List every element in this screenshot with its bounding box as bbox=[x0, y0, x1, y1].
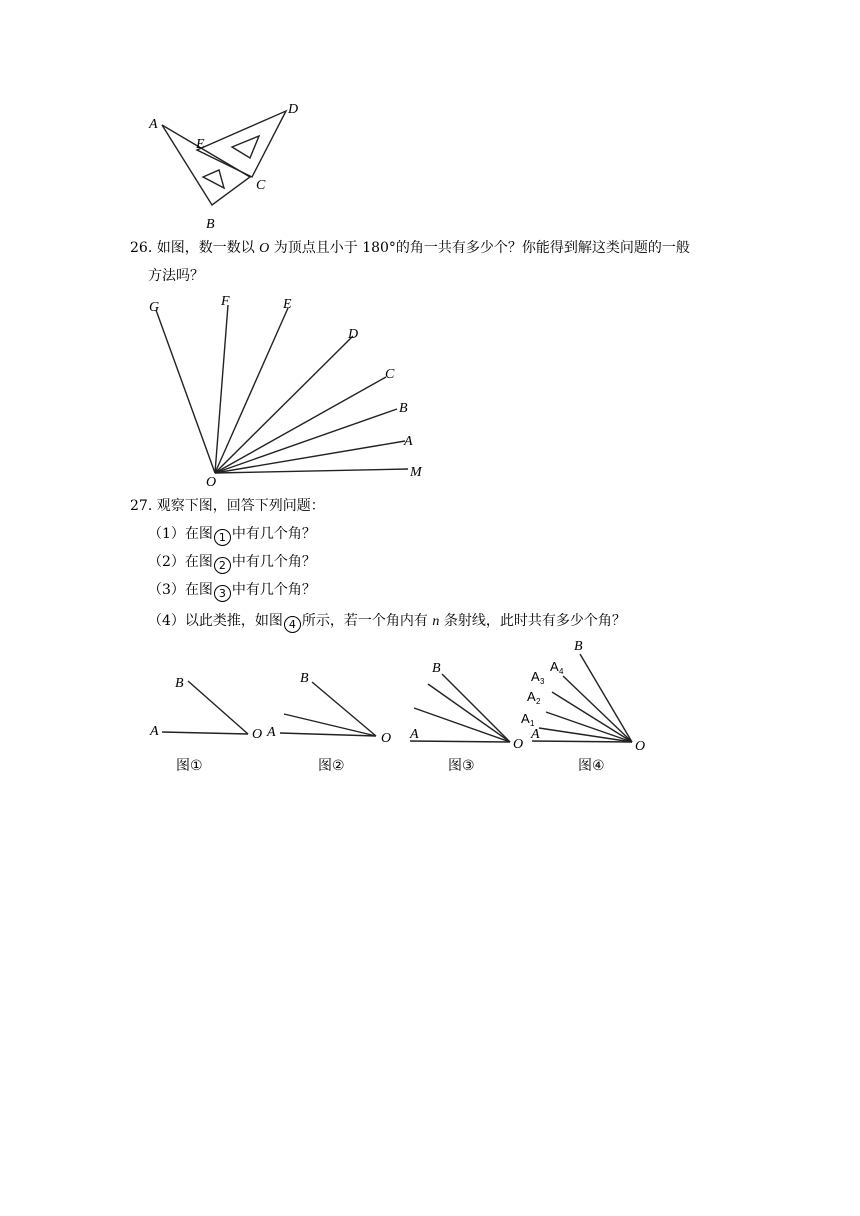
q26-text-a: 如图，数一数以 bbox=[156, 240, 255, 256]
diagram-1 bbox=[149, 676, 262, 774]
ray-og bbox=[156, 310, 215, 473]
label-b: B bbox=[175, 676, 184, 691]
diagram-4 bbox=[521, 639, 645, 774]
label-c: C bbox=[256, 178, 266, 193]
q27-item-1: （1）在图 1 中有几个角？ bbox=[148, 526, 316, 544]
label-a: A bbox=[149, 117, 158, 132]
q26-line2: 方法吗？ bbox=[148, 268, 204, 284]
label-o: O bbox=[513, 737, 524, 752]
label-o: O bbox=[381, 731, 392, 746]
label-b: B bbox=[574, 639, 583, 654]
subscript-3: 3 bbox=[540, 677, 545, 686]
label-b: B bbox=[300, 671, 309, 686]
subscript-4: 4 bbox=[559, 667, 564, 676]
caption-fig4: 图④ bbox=[578, 758, 605, 774]
q26-var-o: O bbox=[259, 241, 270, 256]
subscript-2: 2 bbox=[536, 697, 541, 706]
label-a: A bbox=[150, 724, 159, 739]
triangle-abc-inner bbox=[203, 170, 224, 188]
subscript-1: 1 bbox=[530, 719, 535, 728]
q26-line1 bbox=[130, 238, 690, 259]
label-g: G bbox=[149, 300, 160, 315]
caption-fig1: 图① bbox=[176, 758, 203, 774]
label-b: B bbox=[432, 661, 441, 676]
diagram-2 bbox=[266, 671, 391, 774]
label-f: F bbox=[221, 294, 230, 309]
label-a: A bbox=[531, 727, 540, 742]
label-o: O bbox=[635, 739, 646, 754]
label-m: M bbox=[410, 465, 422, 480]
q27-item-4: （4）以此类推，如图 4 所示，若一个角内有 n 条射线，此时共有多少个角？ bbox=[148, 613, 626, 631]
q27-number: 27. bbox=[130, 498, 153, 514]
label-b: B bbox=[399, 401, 408, 416]
label-a: A bbox=[267, 725, 276, 740]
label-d: D bbox=[348, 327, 359, 342]
rays-from-o-figure bbox=[140, 290, 440, 490]
caption-fig2: 图② bbox=[318, 758, 345, 774]
q27-intro: 观察下图，回答下列问题： bbox=[156, 498, 325, 514]
label-a3: A bbox=[531, 669, 540, 684]
triangle-dec-inner bbox=[232, 136, 259, 158]
label-c: C bbox=[385, 367, 395, 382]
circled-number: 3 bbox=[214, 585, 231, 602]
label-a: A bbox=[410, 727, 419, 742]
label-o: O bbox=[252, 727, 263, 742]
circled-number: 2 bbox=[214, 557, 231, 574]
label-a1: A bbox=[521, 711, 530, 726]
label-a4: A bbox=[550, 659, 559, 674]
q27-item-2: （2）在图 2 中有几个角？ bbox=[148, 554, 316, 572]
caption-fig3: 图③ bbox=[448, 758, 475, 774]
label-b: B bbox=[206, 217, 215, 232]
circled-number: 4 bbox=[284, 616, 301, 633]
q27-item-3: （3）在图 3 中有几个角？ bbox=[148, 582, 316, 600]
triangle-rulers-figure bbox=[140, 95, 310, 235]
q26-text-b: 为顶点且小于 180°的角一共有多少个？你能得到解这类问题的一般 bbox=[273, 240, 690, 256]
label-e: E bbox=[196, 137, 205, 152]
diagram-3 bbox=[409, 661, 523, 774]
label-a2: A bbox=[527, 689, 536, 704]
q27-var-n: n bbox=[432, 614, 440, 629]
angle-diagrams-figure bbox=[140, 636, 660, 781]
label-e: E bbox=[283, 297, 292, 312]
triangle-dec-outer bbox=[197, 111, 286, 177]
ray-ob bbox=[215, 409, 397, 473]
label-a: A bbox=[404, 434, 413, 449]
ray-od bbox=[215, 336, 353, 473]
ray-om bbox=[215, 469, 408, 473]
label-d: D bbox=[288, 102, 299, 117]
q26-number: 26. bbox=[130, 240, 153, 256]
circled-number: 1 bbox=[214, 529, 231, 546]
q27-intro-line bbox=[130, 496, 325, 516]
triangle-abc-outer bbox=[162, 125, 250, 205]
label-o: O bbox=[206, 475, 217, 490]
